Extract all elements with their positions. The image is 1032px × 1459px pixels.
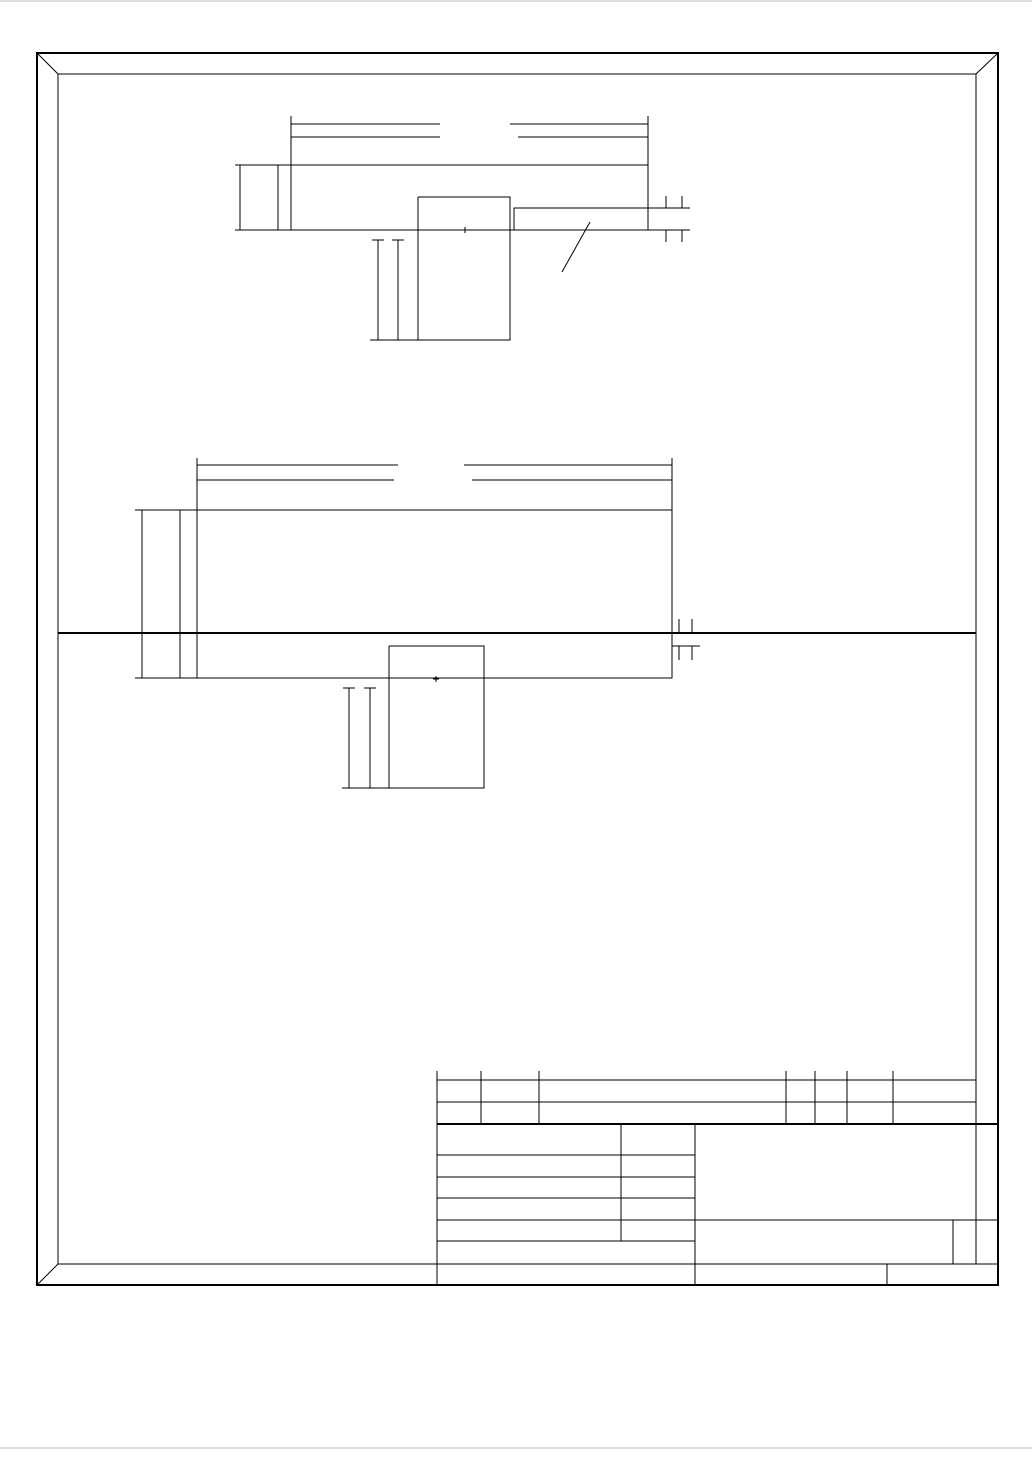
recommended-keepout-diagram	[58, 458, 976, 788]
xbee-module	[389, 646, 484, 788]
drawing-border	[37, 53, 998, 1285]
minimum-keepout-diagram	[235, 116, 690, 340]
title-block	[437, 1071, 998, 1285]
xbee-module	[418, 197, 510, 340]
